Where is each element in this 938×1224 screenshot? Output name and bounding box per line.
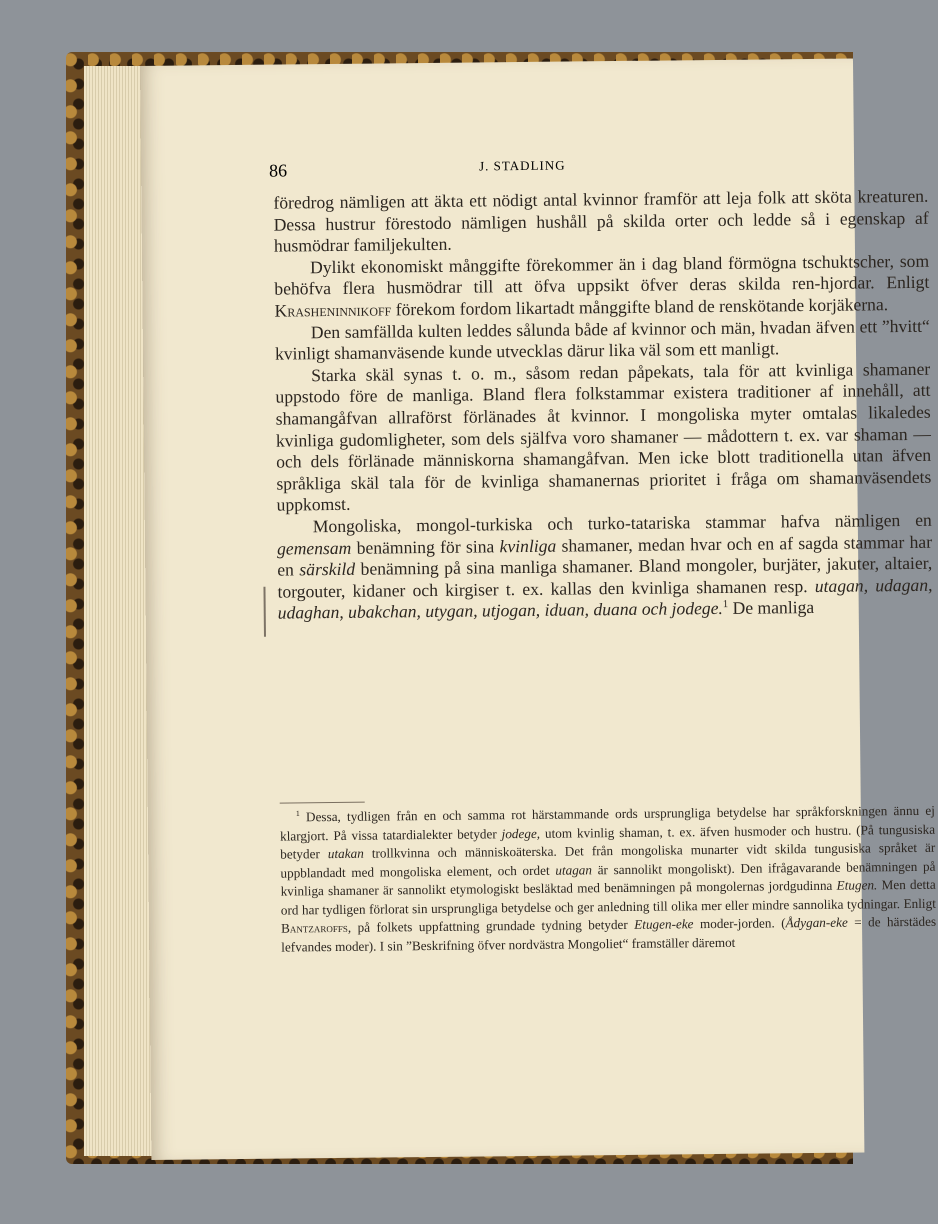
footnote-text: $^1$ Dessa, tydligen från en och samma rot härstammande ords ursprungliga betydelse har språkforskningen ännu ej klargjort. På vissa tatardialekter betyder jodege, utom kvinlig shaman, t. ex. äfven husmoder och hustru. (På tungusiska betyder utakan trollkvinna och människoäterska. Det från mongoliska munarter vidt skilda tungusiska språket är uppblandadt med mongoliska element, och ordet utagan är sannolikt mongoliskt). Den ifrågavarande benämningen på kvinliga shamaner är sannolikt etymologiskt besläktad med benämningen på mongolernas jordgudinna Etugen. Men detta ord har tydligen förlorat sin ursprungliga betydelse och ger anledning till olika mer eller mindre sannolika tydningar. Enligt Bantzaroffs, på folkets uppfattning grundade tydning betyder Etugen-eke moder-jorden. (Ådygan-eke = de härstädes lefvandes moder). I sin ”Beskrifning öfver nordvästra Mongoliet“ framställer däremot	[279, 802, 937, 955]
page-header	[269, 155, 789, 184]
paragraph: Starka skäl synas t. o. m., såsom redan påpekats, tala för att kvinliga shamaner uppstodo före de manliga. Bland flera folkstammar existera traditioner af innehåll, att shamangåfvan allraförst förlänades åt kvinnor. I mongoliska myter omtalas likaledes kvinliga gudomligheter, som dels själfva voro shamaner — mådottern t. ex. var shaman — och dels förlänade människorna shamangåfvan. Men icke blott traditionella utan äfven språkliga skäl tala för de kvinliga shamanernas prioritet i fråga om shamanväsendets uppkomst.	[275, 358, 932, 515]
page-number: 86	[268, 160, 288, 181]
paragraph: Den samfällda kulten leddes sålunda både af kvinnor och män, hvadan äfven ett ”hvitt“ kvinligt shamanväsende kunde utvecklas därur lika väl som ett manligt.	[274, 315, 930, 364]
running-head: J. STADLING	[478, 157, 566, 174]
book-page	[140, 59, 937, 1160]
margin-pencil-mark	[263, 587, 266, 637]
footnote-rule	[280, 802, 365, 804]
shaman-terms: utagan, udagan, udaghan, ubakchan, utygan, utjogan, iduan, duana och jodege.	[277, 574, 933, 623]
footnote	[280, 802, 937, 957]
paragraph: föredrog nämligen att äkta ett nödigt antal kvinnor framför att leja folk att sköta kreaturen. Dessa hustrur förestodo nämligen hushåll på skilda orter och ledde så i egenskap af husmödrar familjekulten.	[273, 185, 929, 256]
footnote-ref: 1	[722, 599, 729, 611]
author-name: Krasheninnikoff	[274, 299, 392, 321]
paragraph: Dylikt ekonomiskt månggifte förekommer än i dag bland förmögna tschuktscher, som behöfva flera husmödrar till att öfva uppsikt öfver deras skilda ren-hjordar. Enligt Krasheninnikoff förekom fordom likartadt månggifte bland de renskötande korjäkerna.	[274, 250, 930, 321]
paragraph: Mongoliska, mongol-turkiska och turko-tatariska stammar hafva nämligen en gemensam benämning för sina kvinliga shamaner, medan hvar och en af sagda stammar har en särskild benämning på sina manliga shamaner. Bland mongoler, burjäter, jakuter, altaier, torgouter, kidaner och kirgiser t. ex. kallas den kvinliga shamanen resp. utagan, udagan, udaghan, ubakchan, utygan, utjogan, iduan, duana och jodege.$^1$ De manliga	[276, 509, 933, 623]
body-text	[273, 186, 932, 625]
